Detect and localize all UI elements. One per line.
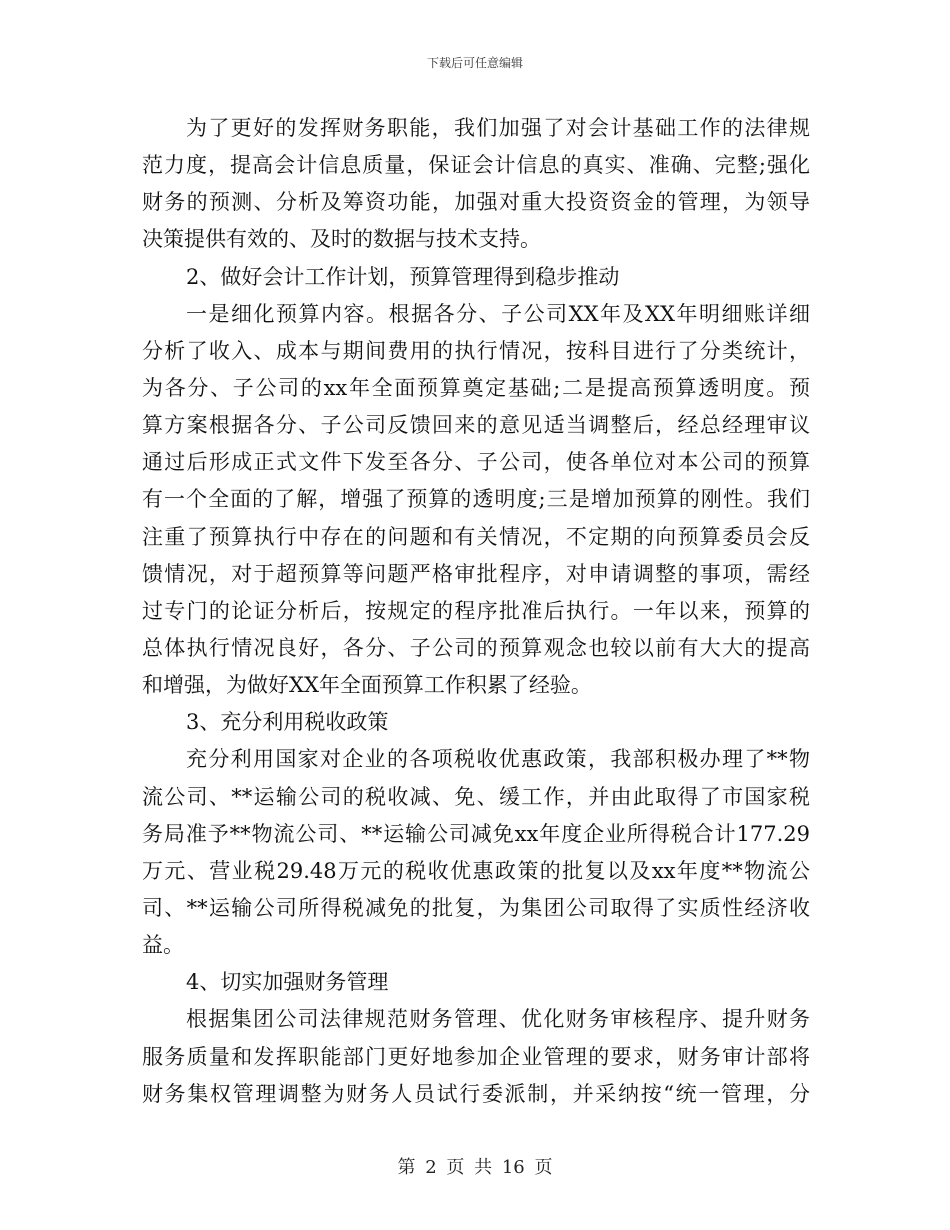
text-line: 为各分、子公司的xx年全面预算奠定基础;二是提高预算透明度。预 <box>142 375 810 400</box>
page-footer: 第 2 页 共 16 页 <box>397 1157 553 1178</box>
text-line: 务局准予**物流公司、**运输公司减免xx年度企业所得税合计177.29 <box>142 821 810 846</box>
text-line: 和增强，为做好XX年全面预算工作积累了经验。 <box>142 673 592 698</box>
text-line: 有一个全面的了解，增强了预算的透明度;三是增加预算的刚性。我们 <box>142 487 810 512</box>
page-header: 下载后可任意编辑 <box>426 56 523 70</box>
text-line: 2、做好会计工作计划，预算管理得到稳步推动 <box>186 264 620 289</box>
section-heading <box>142 704 810 741</box>
text-line: 充分利用国家对企业的各项税收优惠政策，我部积极办理了**物 <box>186 747 810 772</box>
text-line: 分析了收入、成本与期间费用的执行情况，按科目进行了分类统计， <box>142 338 810 363</box>
paragraph <box>142 110 810 259</box>
text-line: 万元、营业税29.48万元的税收优惠政策的批复以及xx年度**物流公 <box>142 858 810 883</box>
text-line: 总体执行情况良好，各分、子公司的预算观念也较以前有大大的提高 <box>142 635 810 660</box>
text-line: 司、**运输公司所得税减免的批复，为集团公司取得了实质性经济收 <box>142 895 810 920</box>
text-line: 决策提供有效的、及时的数据与技术支持。 <box>142 227 541 252</box>
text-line: 馈情况，对于超预算等问题严格审批程序，对申请调整的事项，需经 <box>142 561 810 586</box>
text-line: 流公司、**运输公司的税收减、免、缓工作，并由此取得了市国家税 <box>142 784 810 809</box>
text-line: 注重了预算执行中存在的问题和有关情况，不定期的向预算委员会反 <box>142 524 810 549</box>
text-line: 为了更好的发挥财务职能，我们加强了对会计基础工作的法律规 <box>186 116 810 140</box>
text-line: 财务的预测、分析及筹资功能，加强对重大投资资金的管理，为领导 <box>142 190 810 215</box>
text-line: 服务质量和发挥职能部门更好地参加企业管理的要求，财务审计部将 <box>142 1044 810 1069</box>
paragraph <box>142 296 810 705</box>
text-line: 根据集团公司法律规范财务管理、优化财务审核程序、提升财务 <box>186 1007 810 1032</box>
text-line: 财务集权管理调整为财务人员试行委派制，并采纳按“统一管理，分 <box>142 1081 810 1106</box>
text-line: 通过后形成正式文件下发至各分、子公司，使各单位对本公司的预算 <box>142 450 810 475</box>
text-line: 过专门的论证分析后，按规定的程序批准后执行。一年以来，预算的 <box>142 598 810 623</box>
section-heading <box>142 259 810 296</box>
paragraph <box>142 741 810 964</box>
text-line: 算方案根据各分、子公司反馈回来的意见适当调整后，经总经理审议 <box>142 413 810 438</box>
text-line: 4、切实加强财务管理 <box>186 970 389 995</box>
text-line: 3、充分利用税收政策 <box>186 710 389 735</box>
document-body <box>142 110 810 1113</box>
section-heading <box>142 964 810 1001</box>
text-line: 益。 <box>142 933 184 958</box>
text-line: 范力度，提高会计信息质量，保证会计信息的真实、准确、完整;强化 <box>142 153 810 178</box>
paragraph <box>142 1001 810 1112</box>
text-line: 一是细化预算内容。根据各分、子公司XX年及XX年明细账详细 <box>186 301 810 326</box>
